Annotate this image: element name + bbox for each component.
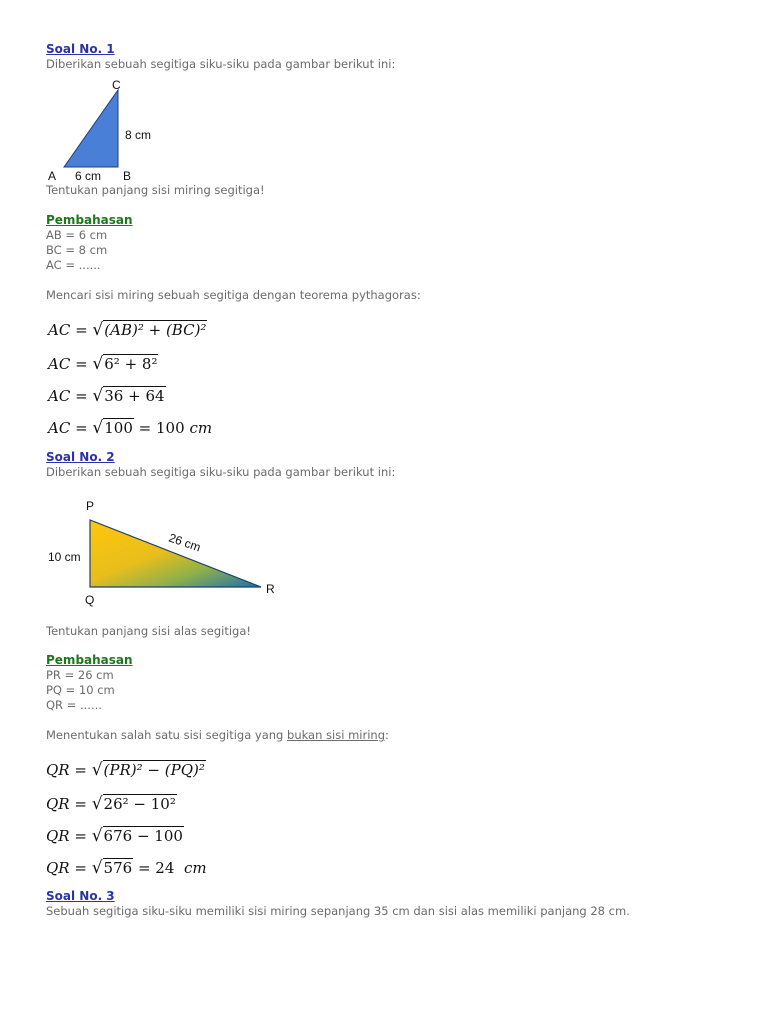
soal1-heading: Soal No. 1 bbox=[46, 42, 115, 56]
soal1-equation-4: AC = √100 = 100 cm bbox=[48, 418, 213, 438]
soal2-equation-3: QR = √676 − 100 bbox=[46, 826, 183, 846]
triangle-pqr bbox=[90, 520, 261, 587]
soal2-given-pr: PR = 26 cm bbox=[46, 668, 114, 682]
label-b: B bbox=[123, 169, 132, 183]
label-c: C bbox=[112, 78, 121, 92]
soal2-equation-4: QR = √576 = 24 cm bbox=[46, 858, 207, 878]
label-q: Q bbox=[85, 593, 95, 607]
soal2-question: Tentukan panjang sisi alas segitiga! bbox=[46, 624, 251, 638]
label-a: A bbox=[48, 169, 57, 183]
label-p: P bbox=[86, 499, 95, 513]
label-r: R bbox=[266, 582, 275, 596]
soal1-equation-1: AC = √(AB)² + (BC)² bbox=[48, 320, 207, 340]
soal1-pembahasan: Pembahasan bbox=[46, 213, 133, 227]
soal1-method: Mencari sisi miring sebuah segitiga dengan teorema pythagoras: bbox=[46, 288, 421, 302]
triangle-abc bbox=[64, 90, 118, 167]
bukan-sisi-miring-link[interactable]: bukan sisi miring bbox=[287, 728, 385, 742]
soal1-equation-2: AC = √6² + 8² bbox=[48, 354, 158, 374]
label-pq: 10 cm bbox=[48, 550, 81, 564]
soal1-question: Tentukan panjang sisi miring segitiga! bbox=[46, 183, 265, 197]
label-ab: 6 cm bbox=[75, 169, 102, 183]
soal3-text: Sebuah segitiga siku-siku memiliki sisi miring sepanjang 35 cm dan sisi alas memiliki panjang 28 cm. bbox=[46, 904, 630, 918]
label-pr: 26 cm bbox=[167, 530, 203, 555]
soal1-intro: Diberikan sebuah segitiga siku-siku pada gambar berikut ini: bbox=[46, 57, 396, 71]
label-bc: 8 cm bbox=[125, 128, 152, 142]
soal2-given-pq: PQ = 10 cm bbox=[46, 683, 115, 697]
soal1-given-ab: AB = 6 cm bbox=[46, 228, 108, 242]
soal3-heading: Soal No. 3 bbox=[46, 889, 115, 903]
soal1-given-ac: AC = ...... bbox=[46, 258, 101, 272]
soal2-heading: Soal No. 2 bbox=[46, 450, 115, 464]
soal2-given-qr: QR = ...... bbox=[46, 698, 102, 712]
soal2-intro: Diberikan sebuah segitiga siku-siku pada gambar berikut ini: bbox=[46, 465, 396, 479]
soal2-equation-1: QR = √(PR)² − (PQ)² bbox=[46, 760, 205, 780]
soal1-equation-3: AC = √36 + 64 bbox=[48, 386, 165, 406]
soal2-pembahasan: Pembahasan bbox=[46, 653, 133, 667]
soal2-method: Menentukan salah satu sisi segitiga yang bukan sisi miring: bbox=[46, 728, 389, 742]
soal1-given-bc: BC = 8 cm bbox=[46, 243, 108, 257]
soal2-triangle-figure bbox=[44, 494, 294, 610]
soal2-equation-2: QR = √26² − 10² bbox=[46, 794, 176, 814]
soal1-triangle-figure bbox=[40, 76, 170, 186]
